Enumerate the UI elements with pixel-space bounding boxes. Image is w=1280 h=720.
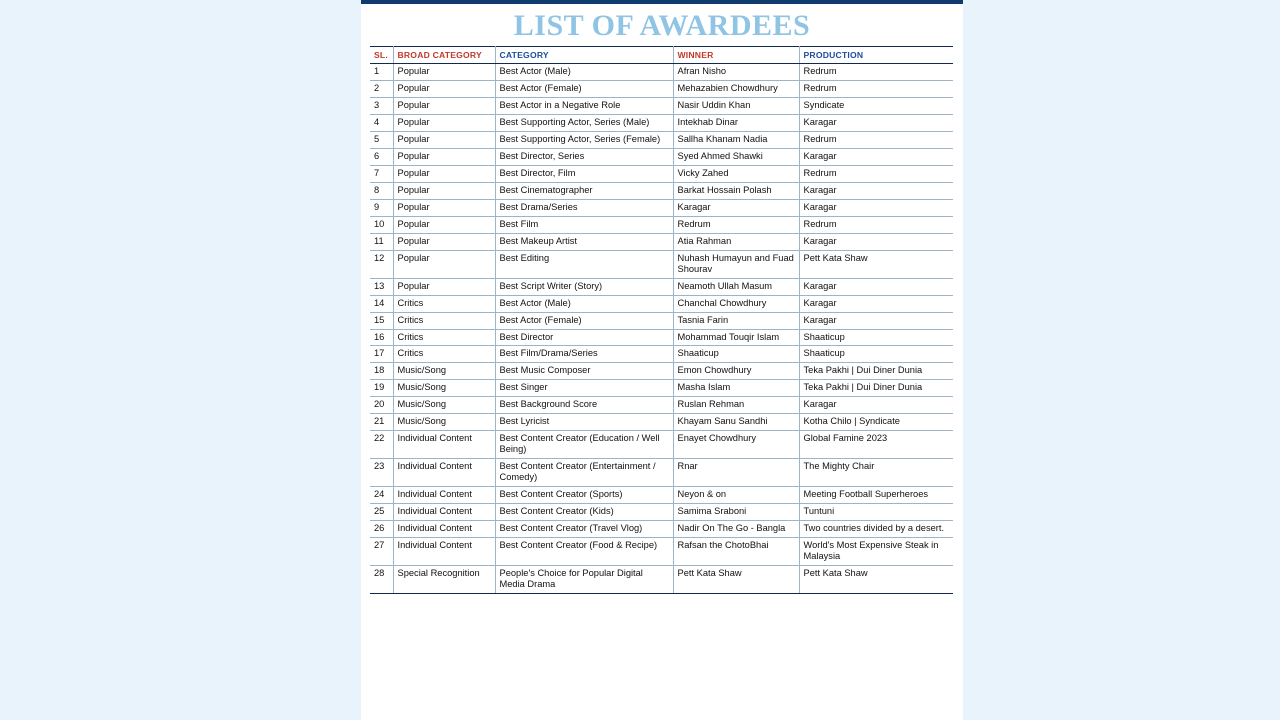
cell-broad-category: Critics <box>393 295 495 312</box>
table-row <box>370 80 953 97</box>
cell-sl: 20 <box>370 397 393 414</box>
cell-sl: 13 <box>370 278 393 295</box>
table-row <box>370 64 953 81</box>
cell-broad-category: Popular <box>393 80 495 97</box>
cell-sl: 25 <box>370 504 393 521</box>
cell-winner: Karagar <box>673 199 799 216</box>
cell-winner: Vicky Zahed <box>673 165 799 182</box>
table-row <box>370 131 953 148</box>
cell-sl: 8 <box>370 182 393 199</box>
cell-production: Redrum <box>799 64 953 81</box>
document-page <box>361 0 963 720</box>
cell-category: Best Film <box>495 216 673 233</box>
cell-broad-category: Popular <box>393 131 495 148</box>
cell-winner: Afran Nisho <box>673 64 799 81</box>
table-row <box>370 521 953 538</box>
cell-production: Karagar <box>799 278 953 295</box>
cell-broad-category: Popular <box>393 250 495 278</box>
cell-production: Karagar <box>799 295 953 312</box>
cell-category: Best Script Writer (Story) <box>495 278 673 295</box>
cell-production: Kotha Chilo | Syndicate <box>799 414 953 431</box>
cell-production: Redrum <box>799 165 953 182</box>
cell-category: People's Choice for Popular Digital Media Drama <box>495 566 673 594</box>
cell-winner: Redrum <box>673 216 799 233</box>
cell-broad-category: Critics <box>393 312 495 329</box>
table-row <box>370 312 953 329</box>
cell-production: Karagar <box>799 114 953 131</box>
cell-production: World's Most Expensive Steak in Malaysia <box>799 538 953 566</box>
cell-sl: 10 <box>370 216 393 233</box>
cell-winner: Syed Ahmed Shawki <box>673 148 799 165</box>
cell-broad-category: Critics <box>393 346 495 363</box>
cell-category: Best Director <box>495 329 673 346</box>
cell-broad-category: Music/Song <box>393 414 495 431</box>
cell-winner: Rafsan the ChotoBhai <box>673 538 799 566</box>
table-row <box>370 487 953 504</box>
cell-production: Karagar <box>799 312 953 329</box>
cell-broad-category: Special Recognition <box>393 566 495 594</box>
cell-winner: Ruslan Rehman <box>673 397 799 414</box>
table-row <box>370 97 953 114</box>
table-row <box>370 233 953 250</box>
cell-winner: Enayet Chowdhury <box>673 431 799 459</box>
cell-category: Best Supporting Actor, Series (Female) <box>495 131 673 148</box>
cell-category: Best Content Creator (Kids) <box>495 504 673 521</box>
cell-category: Best Director, Film <box>495 165 673 182</box>
cell-broad-category: Popular <box>393 233 495 250</box>
table-row <box>370 397 953 414</box>
cell-production: Shaaticup <box>799 346 953 363</box>
cell-winner: Pett Kata Shaw <box>673 566 799 594</box>
cell-sl: 21 <box>370 414 393 431</box>
cell-category: Best Drama/Series <box>495 199 673 216</box>
cell-broad-category: Popular <box>393 199 495 216</box>
cell-category: Best Film/Drama/Series <box>495 346 673 363</box>
cell-production: The Mighty Chair <box>799 459 953 487</box>
cell-production: Teka Pakhi | Dui Diner Dunia <box>799 380 953 397</box>
cell-production: Pett Kata Shaw <box>799 566 953 594</box>
table-row <box>370 278 953 295</box>
cell-sl: 24 <box>370 487 393 504</box>
cell-production: Pett Kata Shaw <box>799 250 953 278</box>
cell-sl: 2 <box>370 80 393 97</box>
cell-category: Best Content Creator (Sports) <box>495 487 673 504</box>
cell-sl: 12 <box>370 250 393 278</box>
cell-production: Karagar <box>799 182 953 199</box>
cell-winner: Shaaticup <box>673 346 799 363</box>
table-row <box>370 114 953 131</box>
table-row <box>370 148 953 165</box>
cell-category: Best Content Creator (Food & Recipe) <box>495 538 673 566</box>
cell-production: Global Famine 2023 <box>799 431 953 459</box>
cell-sl: 11 <box>370 233 393 250</box>
table-row <box>370 566 953 594</box>
table-row <box>370 431 953 459</box>
cell-sl: 14 <box>370 295 393 312</box>
cell-category: Best Actor (Female) <box>495 312 673 329</box>
column-header-broad-category: BROAD CATEGORY <box>393 47 495 64</box>
cell-category: Best Supporting Actor, Series (Male) <box>495 114 673 131</box>
cell-winner: Masha Islam <box>673 380 799 397</box>
cell-sl: 4 <box>370 114 393 131</box>
table-header-row <box>370 47 953 64</box>
cell-sl: 6 <box>370 148 393 165</box>
cell-category: Best Lyricist <box>495 414 673 431</box>
cell-sl: 19 <box>370 380 393 397</box>
cell-category: Best Actor (Female) <box>495 80 673 97</box>
cell-broad-category: Popular <box>393 148 495 165</box>
cell-category: Best Actor (Male) <box>495 295 673 312</box>
cell-sl: 23 <box>370 459 393 487</box>
cell-broad-category: Popular <box>393 64 495 81</box>
cell-category: Best Makeup Artist <box>495 233 673 250</box>
cell-winner: Chanchal Chowdhury <box>673 295 799 312</box>
column-header-category: CATEGORY <box>495 47 673 64</box>
cell-sl: 16 <box>370 329 393 346</box>
cell-production: Redrum <box>799 216 953 233</box>
table-row <box>370 363 953 380</box>
cell-broad-category: Popular <box>393 114 495 131</box>
page-title: LIST OF AWARDEES <box>513 9 811 42</box>
cell-production: Shaaticup <box>799 329 953 346</box>
table-row <box>370 329 953 346</box>
cell-winner: Mehazabien Chowdhury <box>673 80 799 97</box>
table-header <box>370 47 953 64</box>
cell-broad-category: Popular <box>393 165 495 182</box>
cell-production: Redrum <box>799 131 953 148</box>
table-row <box>370 165 953 182</box>
cell-sl: 22 <box>370 431 393 459</box>
cell-production: Karagar <box>799 199 953 216</box>
cell-production: Karagar <box>799 148 953 165</box>
cell-broad-category: Individual Content <box>393 431 495 459</box>
table-row <box>370 504 953 521</box>
table-row <box>370 346 953 363</box>
cell-winner: Nadir On The Go - Bangla <box>673 521 799 538</box>
table-row <box>370 295 953 312</box>
table-row <box>370 216 953 233</box>
cell-broad-category: Popular <box>393 278 495 295</box>
cell-category: Best Singer <box>495 380 673 397</box>
cell-winner: Intekhab Dinar <box>673 114 799 131</box>
cell-production: Syndicate <box>799 97 953 114</box>
cell-category: Best Editing <box>495 250 673 278</box>
table-row <box>370 414 953 431</box>
cell-winner: Nasir Uddin Khan <box>673 97 799 114</box>
cell-broad-category: Individual Content <box>393 504 495 521</box>
cell-sl: 5 <box>370 131 393 148</box>
cell-broad-category: Music/Song <box>393 363 495 380</box>
cell-sl: 26 <box>370 521 393 538</box>
cell-winner: Khayam Sanu Sandhi <box>673 414 799 431</box>
cell-broad-category: Individual Content <box>393 538 495 566</box>
cell-category: Best Content Creator (Entertainment / Comedy) <box>495 459 673 487</box>
table-row <box>370 250 953 278</box>
cell-sl: 17 <box>370 346 393 363</box>
column-header-winner: WINNER <box>673 47 799 64</box>
cell-winner: Rnar <box>673 459 799 487</box>
cell-category: Best Music Composer <box>495 363 673 380</box>
cell-broad-category: Popular <box>393 182 495 199</box>
cell-broad-category: Music/Song <box>393 397 495 414</box>
cell-broad-category: Popular <box>393 216 495 233</box>
cell-sl: 18 <box>370 363 393 380</box>
cell-broad-category: Popular <box>393 97 495 114</box>
cell-category: Best Cinematographer <box>495 182 673 199</box>
cell-winner: Barkat Hossain Polash <box>673 182 799 199</box>
cell-category: Best Content Creator (Education / Well Being) <box>495 431 673 459</box>
table-body <box>370 64 953 594</box>
cell-sl: 3 <box>370 97 393 114</box>
table-row <box>370 538 953 566</box>
cell-winner: Sallha Khanam Nadia <box>673 131 799 148</box>
cell-sl: 1 <box>370 64 393 81</box>
table-row <box>370 182 953 199</box>
cell-broad-category: Critics <box>393 329 495 346</box>
cell-winner: Emon Chowdhury <box>673 363 799 380</box>
cell-production: Two countries divided by a desert. <box>799 521 953 538</box>
cell-winner: Tasnia Farin <box>673 312 799 329</box>
cell-category: Best Content Creator (Travel Vlog) <box>495 521 673 538</box>
awardees-table <box>370 46 953 594</box>
cell-winner: Atia Rahman <box>673 233 799 250</box>
cell-winner: Neyon & on <box>673 487 799 504</box>
cell-category: Best Director, Series <box>495 148 673 165</box>
cell-category: Best Actor in a Negative Role <box>495 97 673 114</box>
cell-category: Best Actor (Male) <box>495 64 673 81</box>
cell-winner: Samima Sraboni <box>673 504 799 521</box>
cell-sl: 7 <box>370 165 393 182</box>
cell-winner: Neamoth Ullah Masum <box>673 278 799 295</box>
cell-sl: 15 <box>370 312 393 329</box>
cell-broad-category: Individual Content <box>393 459 495 487</box>
cell-production: Tuntuni <box>799 504 953 521</box>
cell-production: Redrum <box>799 80 953 97</box>
table-row <box>370 199 953 216</box>
table-row <box>370 459 953 487</box>
page-top-rule <box>361 0 963 4</box>
cell-production: Karagar <box>799 397 953 414</box>
cell-sl: 9 <box>370 199 393 216</box>
cell-sl: 28 <box>370 566 393 594</box>
column-header-production: PRODUCTION <box>799 47 953 64</box>
awardees-table-container <box>370 46 953 594</box>
cell-category: Best Background Score <box>495 397 673 414</box>
cell-winner: Mohammad Touqir Islam <box>673 329 799 346</box>
column-header-sl: SL. <box>370 47 393 64</box>
cell-broad-category: Individual Content <box>393 487 495 504</box>
table-row <box>370 380 953 397</box>
cell-broad-category: Music/Song <box>393 380 495 397</box>
cell-winner: Nuhash Humayun and Fuad Shourav <box>673 250 799 278</box>
cell-production: Teka Pakhi | Dui Diner Dunia <box>799 363 953 380</box>
cell-broad-category: Individual Content <box>393 521 495 538</box>
cell-production: Karagar <box>799 233 953 250</box>
cell-sl: 27 <box>370 538 393 566</box>
cell-production: Meeting Football Superheroes <box>799 487 953 504</box>
